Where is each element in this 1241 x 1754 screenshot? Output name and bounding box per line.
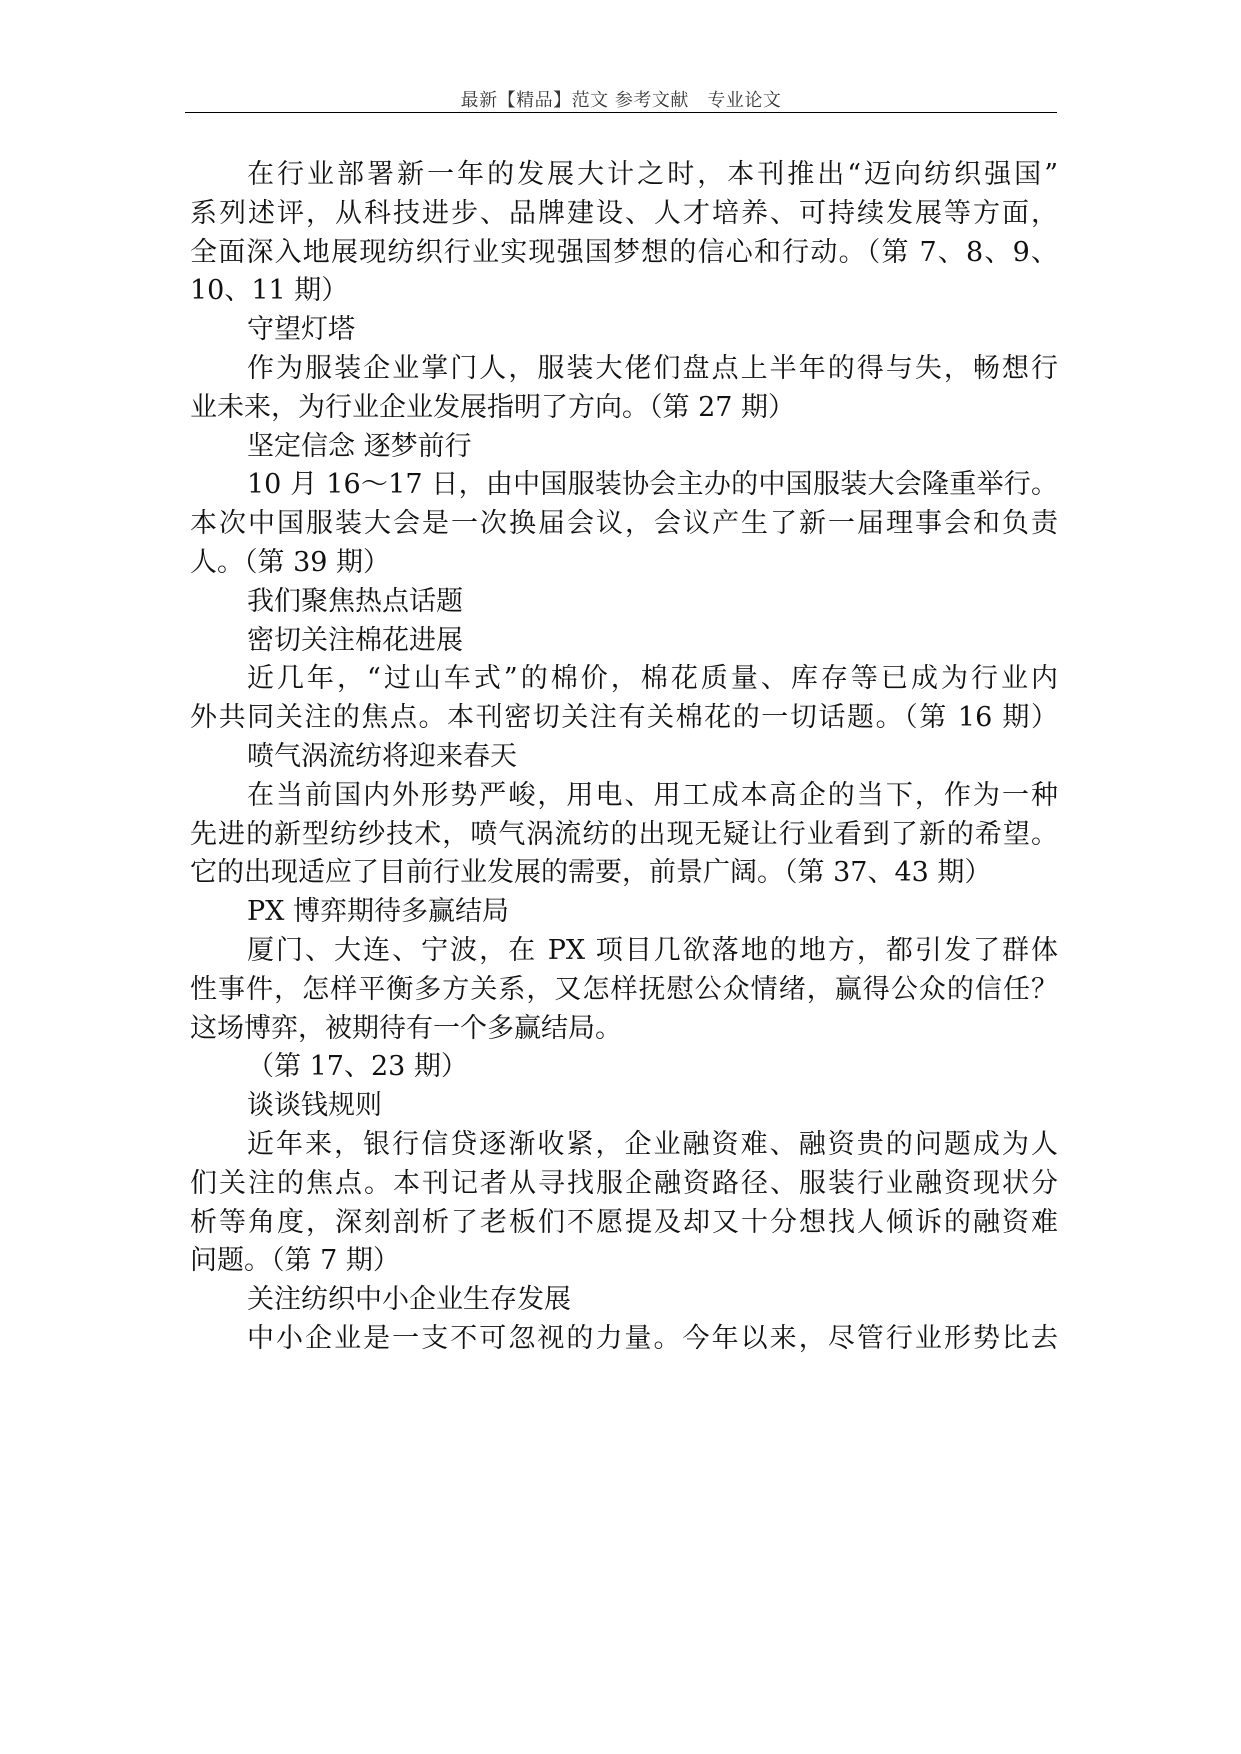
text-line: 近年来，银行信贷逐渐收紧，企业融资难、融资贵的问题成为人 xyxy=(247,1128,1058,1160)
text-line: 系列述评，从科技进步、品牌建设、人才培养、可持续发展等方面， xyxy=(190,197,1058,229)
text-line: 析等角度，深刻剖析了老板们不愿提及却又十分想找人倾诉的融资难 xyxy=(190,1206,1058,1238)
text-line: 这场博弈，被期待有一个多赢结局。 xyxy=(190,1012,622,1044)
text-line: 们关注的焦点。本刊记者从寻找服企融资路径、服装行业融资现状分 xyxy=(190,1167,1058,1199)
text-line: 全面深入地展现纺织行业实现强国梦想的信心和行动。（第 7、8、9、 xyxy=(190,236,1058,268)
text-line: 在当前国内外形势严峻，用电、用工成本高企的当下，作为一种 xyxy=(247,779,1058,811)
text-line: 本次中国服装大会是一次换届会议，会议产生了新一届理事会和负责 xyxy=(190,508,1058,540)
text-line: 问题。（第 7 期） xyxy=(190,1245,400,1277)
text-line: 坚定信念 逐梦前行 xyxy=(247,430,472,462)
text-line: 厦门、大连、宁波，在 PX 项目几欲落地的地方，都引发了群体 xyxy=(247,934,1058,966)
text-line: 先进的新型纺纱技术，喷气涡流纺的出现无疑让行业看到了新的希望。 xyxy=(190,818,1058,850)
document-body xyxy=(190,156,1058,1359)
text-line: 中小企业是一支不可忽视的力量。今年以来，尽管行业形势比去 xyxy=(247,1322,1058,1354)
text-line: 性事件，怎样平衡多方关系，又怎样抚慰公众情绪，赢得公众的信任？ xyxy=(190,973,1058,1005)
text-line: 近几年，“过山车式”的棉价，棉花质量、库存等已成为行业内 xyxy=(247,663,1058,695)
page-header: 最新【精品】范文 参考文献 专业论文 xyxy=(460,90,782,111)
text-line: 业未来，为行业企业发展指明了方向。（第 27 期） xyxy=(190,391,796,423)
text-line: 人。（第 39 期） xyxy=(190,546,391,578)
text-line: 10、11 期） xyxy=(190,275,349,307)
header-divider xyxy=(185,112,1057,113)
text-line: 它的出现适应了目前行业发展的需要，前景广阔。（第 37、43 期） xyxy=(190,857,992,889)
text-line: 守望灯塔 xyxy=(247,314,355,346)
text-line: 关注纺织中小企业生存发展 xyxy=(247,1284,571,1316)
text-line: （第 17、23 期） xyxy=(247,1051,468,1083)
text-line: 谈谈钱规则 xyxy=(247,1090,382,1122)
text-line: 外共同关注的焦点。本刊密切关注有关棉花的一切话题。（第 16 期） xyxy=(190,702,1058,734)
text-line: 在行业部署新一年的发展大计之时，本刊推出“迈向纺织强国” xyxy=(247,159,1058,190)
text-line: 喷气涡流纺将迎来春天 xyxy=(247,740,517,772)
text-line: 作为服装企业掌门人，服装大佬们盘点上半年的得与失，畅想行 xyxy=(247,352,1058,384)
text-line: 我们聚焦热点话题 xyxy=(247,585,463,617)
text-line: 10 月 16～17 日，由中国服装协会主办的中国服装大会隆重举行。 xyxy=(247,469,1058,501)
text-line: PX 博弈期待多赢结局 xyxy=(247,896,509,928)
text-line: 密切关注棉花进展 xyxy=(247,624,463,656)
